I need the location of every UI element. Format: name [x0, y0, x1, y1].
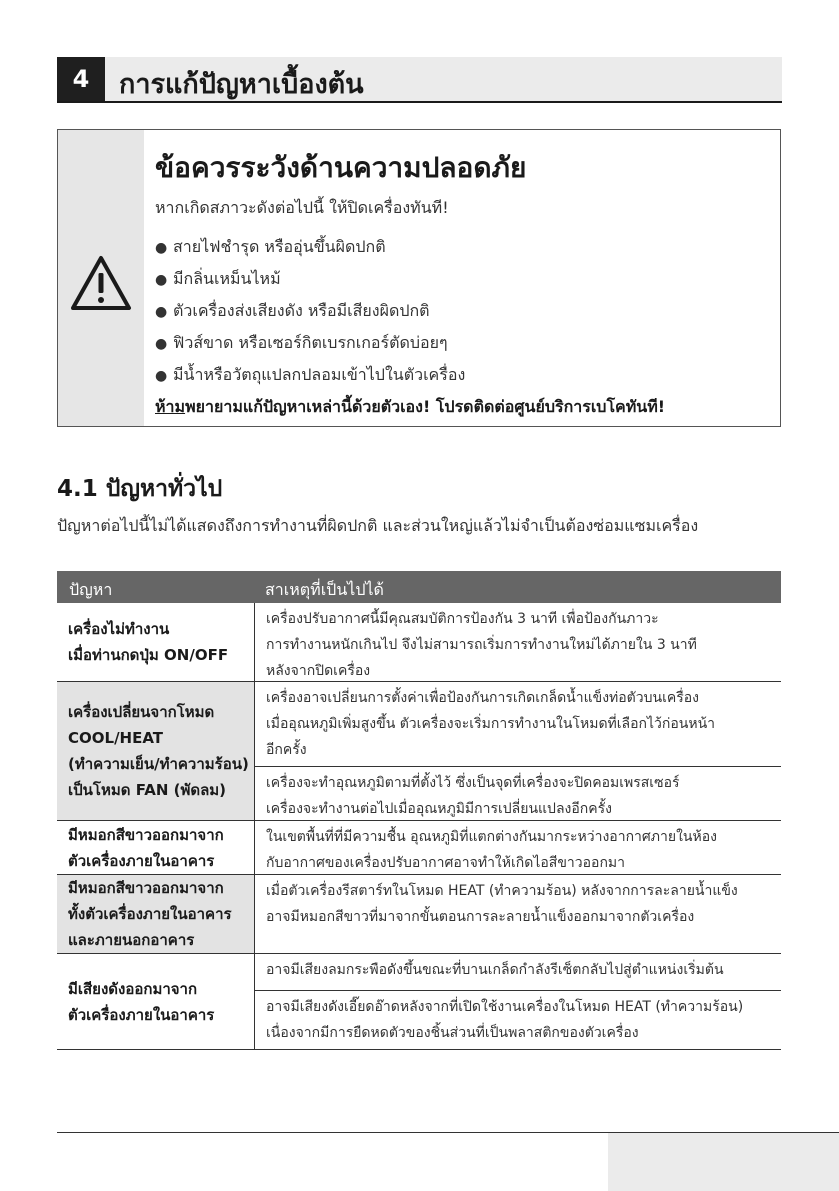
cause-line: อาจมีเสียงดังเอี๊ยดอ๊าดหลังจากที่เปิดใช้งานเครื่องในโหมด HEAT (ทำความร้อน) [266, 999, 744, 1015]
problem-line: (ทำความเย็น/ทำความร้อน) [68, 755, 249, 773]
troubleshooting-table [57, 571, 781, 1050]
table-row-group [57, 821, 781, 875]
cause-line: เครื่องจะทำอุณหภูมิตามที่ตั้งไว้ ซึ่งเป็นจุดที่เครื่องจะปิดคอมเพรสเซอร์ [266, 775, 680, 791]
causes-cell [254, 682, 781, 820]
cause-line: หลังจากปิดเครื่อง [266, 663, 371, 679]
section-title: 4.1 ปัญหาทั่วไป [57, 476, 223, 502]
problem-cell [57, 954, 254, 1049]
chapter-header [57, 57, 782, 103]
bullet-icon: ● [155, 304, 168, 320]
footer-page-box [608, 1133, 839, 1191]
list-item: ● ฟิวส์ขาด หรือเซอร์กิตเบรกเกอร์ตัดบ่อยๆ [155, 327, 770, 359]
safety-final-warning [155, 395, 770, 420]
cause-line: กับอากาศของเครื่องปรับอากาศอาจทำให้เกิดไอสีขาวออกมา [266, 855, 626, 871]
cause-line: อาจมีเสียงลมกระพือดังขึ้นขณะที่บานเกล็ดกำลังรีเซ็ตกลับไปสู่ตำแหน่งเริ่มต้น [266, 962, 724, 978]
cause-line: อาจมีหมอกสีขาวที่มาจากขั้นตอนการละลายน้ำแข็งออกมาจากตัวเครื่อง [266, 909, 695, 925]
table-row-group [57, 954, 781, 1050]
problem-line: มีเสียงดังออกมาจาก [68, 979, 198, 998]
warning-underlined-word: ห้าม [155, 397, 186, 416]
problem-line: ทั้งตัวเครื่องภายในอาคาร [68, 905, 232, 923]
table-row-group [57, 603, 781, 682]
safety-list [155, 231, 770, 391]
problem-cell [57, 603, 254, 681]
bullet-icon: ● [155, 272, 168, 288]
problem-line: มีหมอกสีขาวออกมาจาก [68, 825, 224, 844]
problem-line: เป็นโหมด FAN (พัดลม) [68, 781, 227, 799]
cause-line: เครื่องจะทำงานต่อไปเมื่ออุณหภูมิมีการเปลี่ยนแปลงอีกครั้ง [266, 801, 612, 817]
problem-line: และภายนอกอาคาร [68, 931, 195, 949]
problem-line: ตัวเครื่องภายในอาคาร [68, 851, 215, 870]
cause-line: เครื่องอาจเปลี่ยนการตั้งค่าเพื่อป้องกันการเกิดเกล็ดน้ำแข็งท่อตัวบนเครื่อง [266, 690, 699, 706]
problem-cell [57, 682, 254, 820]
list-item: ● สายไฟชำรุด หรืออุ่นขึ้นผิดปกติ [155, 231, 770, 263]
column-header-cause: สาเหตุที่เป็นไปได้ [265, 580, 384, 599]
table-row-group [57, 875, 781, 954]
table-body [57, 603, 781, 1050]
cause-line: เมื่อตัวเครื่องรีสตาร์ทในโหมด HEAT (ทำความร้อน) หลังจากการละลายน้ำแข็ง [266, 883, 738, 899]
cause-line: เมื่ออุณหภูมิเพิ่มสูงขึ้น ตัวเครื่องจะเริ่มการทำงานในโหมดที่เลือกไว้ก่อนหน้า [266, 716, 716, 732]
safety-intro: หากเกิดสภาวะดังต่อไปนี้ ให้ปิดเครื่องทันที! [155, 198, 449, 217]
list-item: ● ตัวเครื่องส่งเสียงดัง หรือมีเสียงผิดปกติ [155, 295, 770, 327]
cause-entry [255, 767, 781, 820]
problem-line: เครื่องไม่ทำงาน [68, 620, 170, 638]
cause-entry [255, 991, 781, 1049]
causes-cell [254, 875, 781, 953]
problem-cell [57, 821, 254, 874]
problem-line: ตัวเครื่องภายในอาคาร [68, 1005, 215, 1024]
cause-line: ในเขตพื้นที่ที่มีความชื้น อุณหภูมิที่แตกต่างกันมากระหว่างอากาศภายในห้อง [266, 829, 717, 845]
safety-content [155, 146, 770, 420]
column-header-problem: ปัญหา [69, 580, 113, 599]
problem-line: เมื่อท่านกดปุ่ม ON/OFF [68, 646, 229, 664]
cause-entry [255, 875, 781, 953]
causes-cell [254, 954, 781, 1049]
cause-entry [255, 682, 781, 767]
list-item: ● มีกลิ่นเหม็นไหม้ [155, 263, 770, 295]
cause-entry [255, 603, 781, 681]
cause-line: อีกครั้ง [266, 742, 307, 758]
problem-line: COOL/HEAT [68, 729, 164, 747]
causes-cell [254, 821, 781, 874]
bullet-icon: ● [155, 368, 168, 384]
cause-entry [255, 954, 781, 991]
cause-line: การทำงานหนักเกินไป จึงไม่สามารถเริ่มการทำงานใหม่ได้ภายใน 3 นาที [266, 637, 697, 653]
warning-text: พยายามแก้ปัญหาเหล่านี้ด้วยตัวเอง! โปรดติดต่อศูนย์บริการเบโคทันที! [185, 397, 666, 416]
list-item: ● มีน้ำหรือวัตถุแปลกปลอมเข้าไปในตัวเครื่อง [155, 359, 770, 391]
section-intro: ปัญหาต่อไปนี้ไม่ได้แสดงถึงการทำงานที่ผิดปกติ และส่วนใหญ่แล้วไม่จำเป็นต้องซ่อมแซมเครื่อง [57, 516, 699, 535]
warning-triangle-icon [70, 255, 132, 311]
cause-line: เนื่องจากมีการยืดหดตัวของชิ้นส่วนที่เป็นพลาสติกของตัวเครื่อง [266, 1025, 639, 1041]
cause-entry [255, 821, 781, 874]
table-row-group [57, 682, 781, 821]
safety-warning-box [57, 129, 781, 427]
problem-cell [57, 875, 254, 953]
cause-line: เครื่องปรับอากาศนี้มีคุณสมบัติการป้องกัน 3 นาที เพื่อป้องกันภาวะ [266, 611, 659, 627]
problem-line: เครื่องเปลี่ยนจากโหมด [68, 703, 215, 721]
safety-title: ข้อควรระวังด้านความปลอดภัย [155, 151, 527, 184]
problem-line: มีหมอกสีขาวออกมาจาก [68, 879, 224, 897]
bullet-icon: ● [155, 240, 168, 256]
table-header [57, 571, 781, 603]
bullet-icon: ● [155, 336, 168, 352]
causes-cell [254, 603, 781, 681]
chapter-number: 4 [57, 57, 105, 101]
chapter-title: การแก้ปัญหาเบื้องต้น [119, 69, 364, 100]
